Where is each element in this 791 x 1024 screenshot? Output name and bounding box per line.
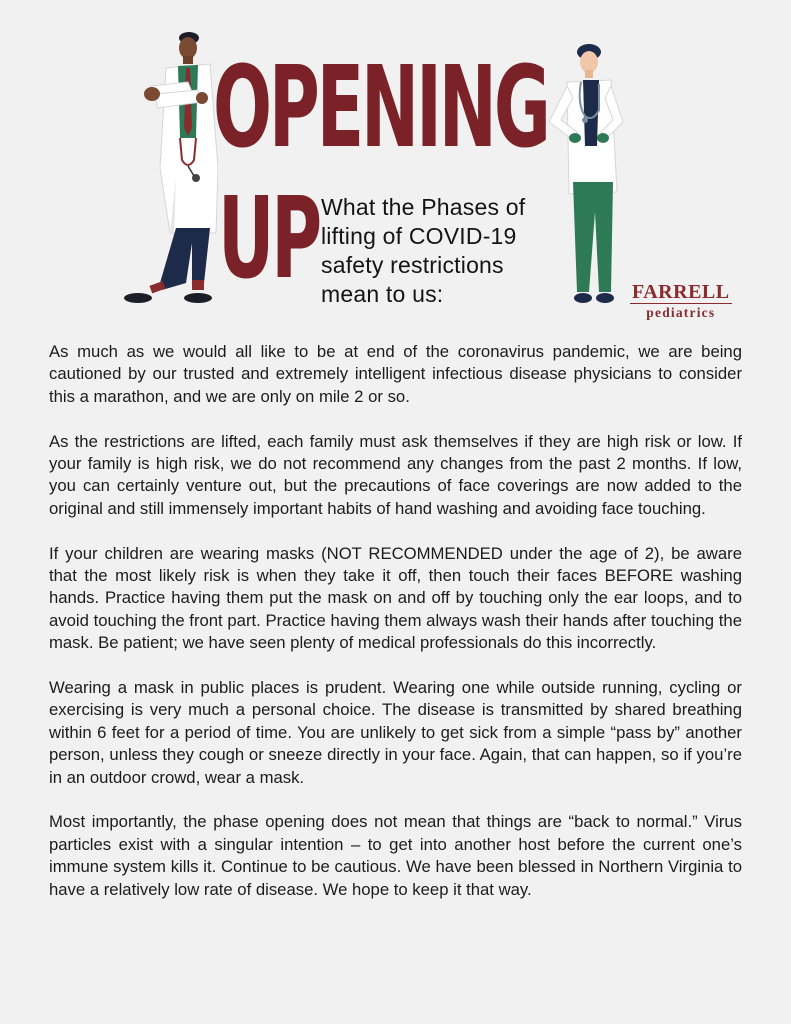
doctor-left-icon xyxy=(118,28,218,313)
logo-name-bottom: pediatrics xyxy=(646,305,716,320)
paragraph xyxy=(49,543,742,655)
subtitle-line: safety restrictions xyxy=(321,252,504,278)
emphasis-not-recommended: NOT RECOMMENDED xyxy=(326,543,503,563)
paragraph-text: As the restrictions are lifted, each family must ask themselves if they are high risk or low. If your family is high risk, we do not recommend any changes from the past 2 months. If low, you can certainly venture out, but the precautions of face coverings are now added to the original and still immensely important habits of hand washing and avoiding face touching. xyxy=(49,431,742,518)
paragraph-text: As much as we would all like to be at end of the coronavirus pandemic, we are being cautioned by our trusted and extremely intelligent infectious disease physicians to consider this a marathon, and we are only on mile 2 or so. xyxy=(49,342,742,406)
paragraph-text: Most importantly, the phase opening does not mean that things are “back to normal.” Virus particles exist with a singular intention – to get into another host before the current one’s immune system kills it. Continue to be cautious. We have been blessed in Northern Virginia to have a relatively low rate of disease. We hope to keep it that way. xyxy=(49,812,742,899)
title-opening: OPENING xyxy=(213,43,548,173)
paragraph xyxy=(49,431,742,521)
subtitle-line: mean to us: xyxy=(321,281,444,307)
farrell-pediatrics-logo xyxy=(630,282,732,321)
emphasis-before: BEFORE xyxy=(604,566,674,586)
paragraph-text: under the age of 2), be aware that the most likely risk is when they take it off, then touch their faces xyxy=(49,543,742,586)
paragraph xyxy=(49,811,742,901)
doctor-right-icon xyxy=(533,42,623,312)
subtitle-line: lifting of COVID-19 xyxy=(321,223,517,249)
paragraph-text: washing hands. Practice having them put the mask on and off by touching only the ear loops, and to avoid touching the front part. Practice having them always wash their hands after touching the mask. Be patient; we have seen plenty of medical professionals do this incorrectly. xyxy=(49,566,742,653)
subtitle-line: What the Phases of xyxy=(321,194,526,220)
paragraph-text: If your children are wearing masks ( xyxy=(49,543,327,563)
header-banner xyxy=(0,0,791,330)
paragraph xyxy=(49,341,742,408)
article-body xyxy=(49,341,742,923)
logo-name-top: FARRELL xyxy=(632,281,730,303)
paragraph-text: Wearing a mask in public places is prudent. Wearing one while outside running, cycling or exercising is very much a personal choice. The disease is transmitted by shared breathing within 6 feet for a period of time. You are unlikely to get sick from a simple “pass by” another person, unless they cough or sneeze directly in your face. Again, that can happen, so if you’re in an outdoor crowd, wear a mask. xyxy=(49,678,742,787)
title-up: UP xyxy=(218,174,320,304)
paragraph xyxy=(49,677,742,789)
subtitle xyxy=(321,193,561,309)
